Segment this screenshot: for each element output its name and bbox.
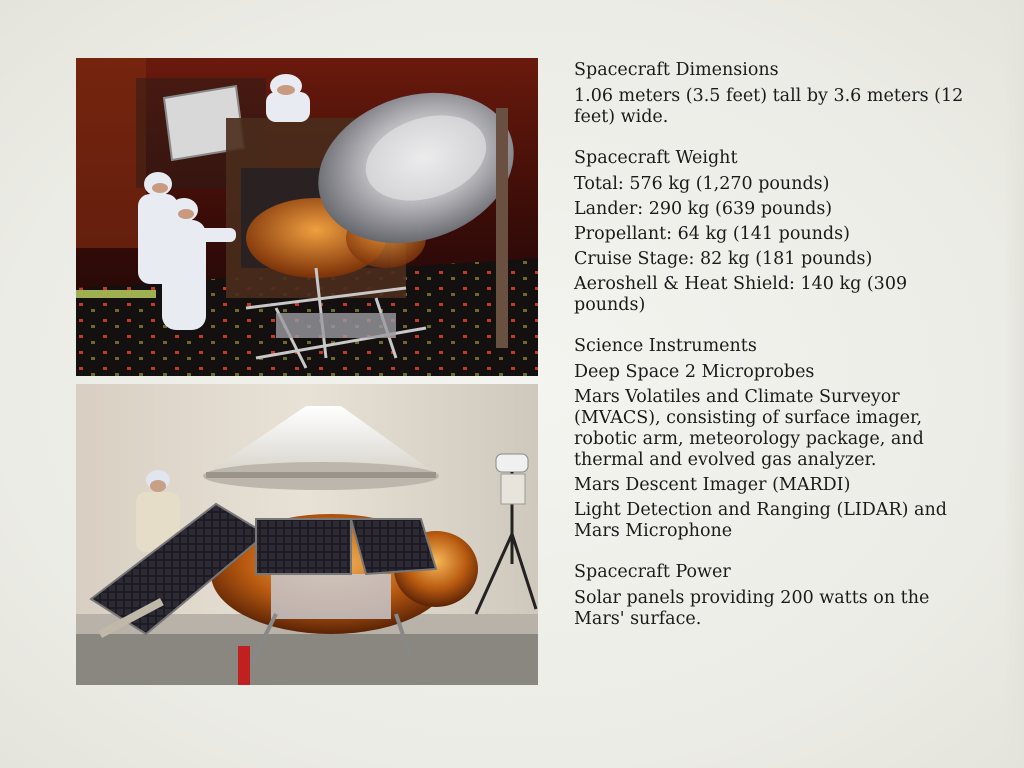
dimensions-text: 1.06 meters (3.5 feet) tall by 3.6 meters (12 feet) wide. [574,86,964,127]
spacecraft-assembly-photo [76,58,538,376]
lander-photo-graphic [76,384,538,685]
instrument-lidar: Light Detection and Ranging (LIDAR) and Mars Microphone [574,500,947,541]
instrument-mvacs: Mars Volatiles and Climate Surveyor (MVACS), consisting of surface imager, robotic arm, meteorology package, and thermal and evolved gas analyzer. [574,387,924,470]
instruments-heading: Science Instruments [574,336,757,356]
spacecraft-facts-column [574,60,969,650]
weight-heading: Spacecraft Weight [574,148,738,168]
power-heading: Spacecraft Power [574,562,731,582]
slide-edge-shade [1004,0,1024,768]
instrument-microprobes: Deep Space 2 Microprobes [574,362,815,382]
instruments-section [574,336,969,542]
power-text: Solar panels providing 200 watts on the Mars' surface. [574,588,930,629]
weight-aeroshell: Aeroshell & Heat Shield: 140 kg (309 pounds) [574,274,908,315]
power-section [574,562,969,630]
instrument-mardi: Mars Descent Imager (MARDI) [574,475,851,495]
assembly-photo-graphic [76,58,538,376]
weight-section [574,148,969,316]
weight-lander: Lander: 290 kg (639 pounds) [574,199,833,219]
lander-aeroshell-photo [76,384,538,685]
weight-propellant: Propellant: 64 kg (141 pounds) [574,224,850,244]
dimensions-section [574,60,969,128]
weight-total: Total: 576 kg (1,270 pounds) [574,174,830,194]
dimensions-heading: Spacecraft Dimensions [574,60,779,80]
weight-cruise-stage: Cruise Stage: 82 kg (181 pounds) [574,249,873,269]
